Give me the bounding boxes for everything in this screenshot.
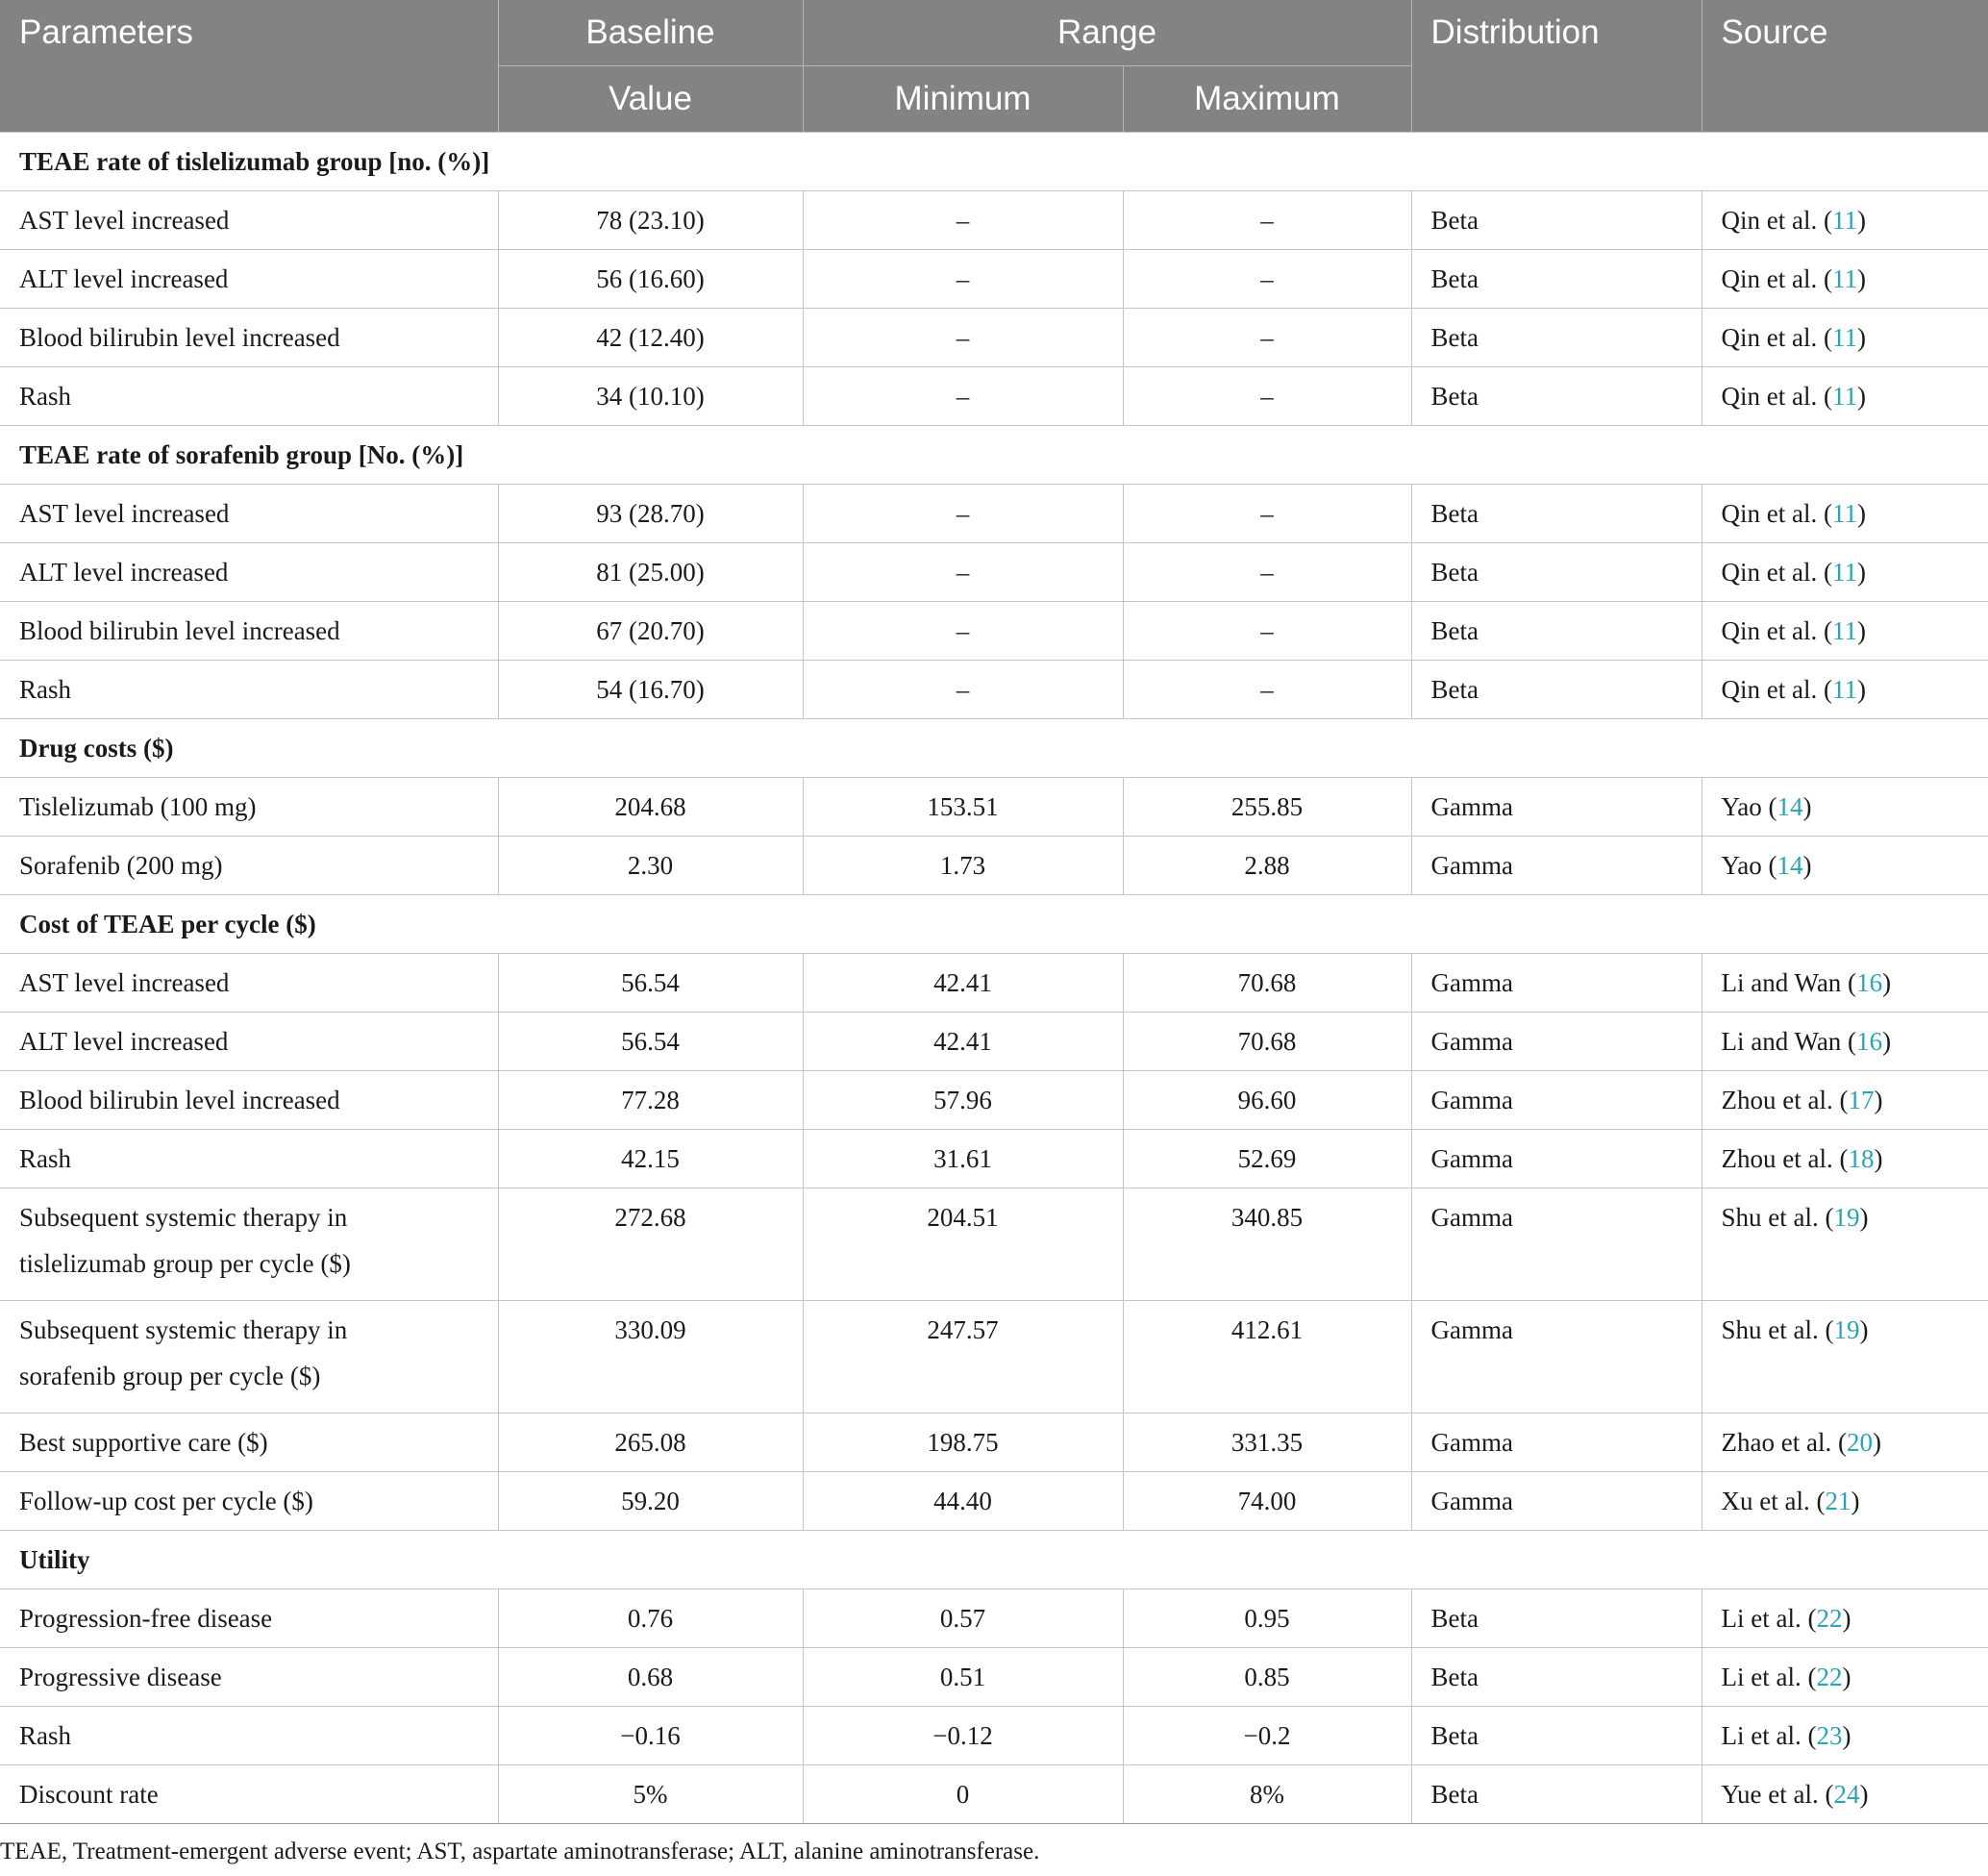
source-cell — [1702, 543, 1988, 602]
table-body — [0, 133, 1988, 1824]
max-cell: 412.61 — [1123, 1301, 1411, 1413]
max-cell: – — [1123, 250, 1411, 309]
value-cell: 93 (28.70) — [498, 485, 803, 543]
source-cell — [1702, 1301, 1988, 1413]
param-cell: Rash — [0, 1130, 498, 1188]
source-close-paren: ) — [1859, 1780, 1869, 1809]
source-close-paren: ) — [1874, 1144, 1883, 1173]
table-row — [0, 191, 1988, 250]
max-cell: – — [1123, 602, 1411, 661]
reference-link[interactable]: 19 — [1833, 1315, 1860, 1344]
source-author: Qin et al. ( — [1721, 382, 1832, 411]
table-row — [0, 1130, 1988, 1188]
param-cell: Tislelizumab (100 mg) — [0, 778, 498, 837]
value-cell: 81 (25.00) — [498, 543, 803, 602]
source-close-paren: ) — [1802, 851, 1812, 880]
min-cell: 0 — [803, 1765, 1123, 1824]
distribution-cell: Beta — [1411, 485, 1702, 543]
max-cell: – — [1123, 367, 1411, 426]
param-cell: Progression-free disease — [0, 1589, 498, 1648]
param-cell: AST level increased — [0, 485, 498, 543]
value-cell: 59.20 — [498, 1472, 803, 1531]
min-cell: – — [803, 485, 1123, 543]
min-cell: 153.51 — [803, 778, 1123, 837]
source-close-paren: ) — [1882, 968, 1892, 997]
table-footnote: TEAE, Treatment-emergent adverse event; AST, aspartate aminotransferase; ALT, alanine aminotransferase. — [0, 1838, 1040, 1864]
source-author: Li and Wan ( — [1721, 968, 1857, 997]
max-cell: 0.85 — [1123, 1648, 1411, 1707]
table-row — [0, 1589, 1988, 1648]
source-cell — [1702, 1013, 1988, 1071]
header-parameters: Parameters — [0, 0, 498, 133]
min-cell: 0.57 — [803, 1589, 1123, 1648]
section-label: TEAE rate of sorafenib group [No. (%)] — [0, 426, 1988, 485]
value-cell: 78 (23.10) — [498, 191, 803, 250]
distribution-cell: Beta — [1411, 191, 1702, 250]
max-cell: 8% — [1123, 1765, 1411, 1824]
param-cell: ALT level increased — [0, 250, 498, 309]
param-cell: Sorafenib (200 mg) — [0, 837, 498, 895]
source-close-paren: ) — [1851, 1487, 1860, 1515]
max-cell: 70.68 — [1123, 1013, 1411, 1071]
table-row — [0, 309, 1988, 367]
source-author: Zhou et al. ( — [1721, 1144, 1849, 1173]
source-author: Shu et al. ( — [1721, 1315, 1834, 1344]
param-cell: Blood bilirubin level increased — [0, 309, 498, 367]
max-cell: – — [1123, 543, 1411, 602]
source-author: Xu et al. ( — [1721, 1487, 1826, 1515]
table-row — [0, 954, 1988, 1013]
source-author: Qin et al. ( — [1721, 499, 1832, 528]
source-close-paren: ) — [1872, 1428, 1881, 1457]
source-cell — [1702, 837, 1988, 895]
param-line-1: Subsequent systemic therapy in — [19, 1315, 348, 1344]
table-row — [0, 1765, 1988, 1824]
min-cell: 31.61 — [803, 1130, 1123, 1188]
source-cell — [1702, 367, 1988, 426]
value-cell: 42 (12.40) — [498, 309, 803, 367]
param-cell: Rash — [0, 661, 498, 719]
max-cell: – — [1123, 485, 1411, 543]
min-cell: – — [803, 602, 1123, 661]
header-maximum: Maximum — [1123, 66, 1411, 133]
source-close-paren: ) — [1856, 206, 1866, 235]
param-cell: Blood bilirubin level increased — [0, 602, 498, 661]
table-header — [0, 0, 1988, 133]
value-cell: 54 (16.70) — [498, 661, 803, 719]
reference-link[interactable]: 11 — [1831, 499, 1857, 528]
reference-link[interactable]: 16 — [1856, 968, 1883, 997]
header-source: Source — [1702, 0, 1988, 133]
table-row — [0, 1413, 1988, 1472]
value-cell: 272.68 — [498, 1188, 803, 1301]
source-close-paren: ) — [1874, 1086, 1883, 1114]
reference-link[interactable]: 22 — [1816, 1604, 1843, 1633]
distribution-cell: Gamma — [1411, 1013, 1702, 1071]
param-line-2: tislelizumab group per cycle ($) — [19, 1249, 351, 1278]
reference-link[interactable]: 11 — [1831, 616, 1857, 645]
reference-link[interactable]: 17 — [1848, 1086, 1875, 1114]
distribution-cell: Beta — [1411, 367, 1702, 426]
reference-link[interactable]: 11 — [1831, 264, 1857, 293]
source-author: Yue et al. ( — [1721, 1780, 1834, 1809]
source-cell — [1702, 602, 1988, 661]
param-cell: Progressive disease — [0, 1648, 498, 1707]
source-close-paren: ) — [1856, 382, 1866, 411]
param-cell: ALT level increased — [0, 1013, 498, 1071]
param-line-1: Subsequent systemic therapy in — [19, 1203, 348, 1232]
reference-link[interactable]: 14 — [1777, 851, 1803, 880]
max-cell: – — [1123, 309, 1411, 367]
param-cell: Blood bilirubin level increased — [0, 1071, 498, 1130]
source-cell — [1702, 1589, 1988, 1648]
param-cell: Rash — [0, 1707, 498, 1765]
max-cell: −0.2 — [1123, 1707, 1411, 1765]
max-cell: 70.68 — [1123, 954, 1411, 1013]
param-cell: ALT level increased — [0, 543, 498, 602]
source-cell — [1702, 778, 1988, 837]
distribution-cell: Beta — [1411, 543, 1702, 602]
min-cell: 1.73 — [803, 837, 1123, 895]
section-row — [0, 133, 1988, 191]
source-author: Qin et al. ( — [1721, 558, 1832, 587]
min-cell: 204.51 — [803, 1188, 1123, 1301]
table-row — [0, 837, 1988, 895]
param-cell: AST level increased — [0, 954, 498, 1013]
max-cell: 0.95 — [1123, 1589, 1411, 1648]
source-author: Qin et al. ( — [1721, 206, 1832, 235]
min-cell: – — [803, 543, 1123, 602]
section-label: Utility — [0, 1531, 1988, 1589]
source-close-paren: ) — [1842, 1721, 1851, 1750]
table-row — [0, 1071, 1988, 1130]
value-cell: 204.68 — [498, 778, 803, 837]
value-cell: 56.54 — [498, 954, 803, 1013]
reference-link[interactable]: 14 — [1777, 792, 1803, 821]
reference-link[interactable]: 24 — [1833, 1780, 1860, 1809]
source-close-paren: ) — [1856, 558, 1866, 587]
max-cell: 255.85 — [1123, 778, 1411, 837]
reference-link[interactable]: 11 — [1831, 323, 1857, 352]
table-row — [0, 1648, 1988, 1707]
distribution-cell: Gamma — [1411, 1413, 1702, 1472]
table-row — [0, 1188, 1988, 1301]
min-cell: 42.41 — [803, 1013, 1123, 1071]
source-author: Yao ( — [1721, 792, 1777, 821]
source-author: Zhao et al. ( — [1721, 1428, 1847, 1457]
source-close-paren: ) — [1856, 616, 1866, 645]
min-cell: 44.40 — [803, 1472, 1123, 1531]
reference-link[interactable]: 18 — [1848, 1144, 1875, 1173]
source-cell — [1702, 1188, 1988, 1301]
reference-link[interactable]: 11 — [1831, 675, 1857, 704]
distribution-cell: Beta — [1411, 1707, 1702, 1765]
source-close-paren: ) — [1856, 264, 1866, 293]
source-cell — [1702, 191, 1988, 250]
reference-link[interactable]: 16 — [1856, 1027, 1883, 1056]
min-cell: – — [803, 309, 1123, 367]
source-cell — [1702, 1765, 1988, 1824]
param-cell — [0, 1301, 498, 1413]
section-label: Cost of TEAE per cycle ($) — [0, 895, 1988, 954]
header-range: Range — [803, 0, 1411, 66]
source-close-paren: ) — [1859, 1203, 1869, 1232]
source-cell — [1702, 1648, 1988, 1707]
value-cell: 42.15 — [498, 1130, 803, 1188]
source-author: Li et al. ( — [1721, 1604, 1817, 1633]
distribution-cell: Gamma — [1411, 1130, 1702, 1188]
param-cell: Rash — [0, 367, 498, 426]
param-cell: AST level increased — [0, 191, 498, 250]
table-row — [0, 1707, 1988, 1765]
section-row — [0, 719, 1988, 778]
section-label: Drug costs ($) — [0, 719, 1988, 778]
reference-link[interactable]: 21 — [1825, 1487, 1851, 1515]
table-row — [0, 778, 1988, 837]
section-row — [0, 1531, 1988, 1589]
source-cell — [1702, 250, 1988, 309]
header-baseline: Baseline — [498, 0, 803, 66]
source-cell — [1702, 1130, 1988, 1188]
source-author: Qin et al. ( — [1721, 323, 1832, 352]
max-cell: – — [1123, 661, 1411, 719]
distribution-cell: Beta — [1411, 602, 1702, 661]
reference-link[interactable]: 11 — [1831, 558, 1857, 587]
distribution-cell: Beta — [1411, 1648, 1702, 1707]
source-author: Li and Wan ( — [1721, 1027, 1857, 1056]
source-cell — [1702, 485, 1988, 543]
reference-link[interactable]: 11 — [1831, 206, 1857, 235]
min-cell: – — [803, 367, 1123, 426]
table-row — [0, 543, 1988, 602]
source-author: Qin et al. ( — [1721, 264, 1832, 293]
source-cell — [1702, 1472, 1988, 1531]
source-author: Qin et al. ( — [1721, 675, 1832, 704]
param-cell: Discount rate — [0, 1765, 498, 1824]
source-author: Li et al. ( — [1721, 1663, 1817, 1691]
min-cell: −0.12 — [803, 1707, 1123, 1765]
max-cell: 2.88 — [1123, 837, 1411, 895]
value-cell: 265.08 — [498, 1413, 803, 1472]
table-row — [0, 367, 1988, 426]
reference-link[interactable]: 22 — [1816, 1663, 1843, 1691]
min-cell: 57.96 — [803, 1071, 1123, 1130]
distribution-cell: Gamma — [1411, 1301, 1702, 1413]
reference-link[interactable]: 20 — [1846, 1428, 1873, 1457]
max-cell: 340.85 — [1123, 1188, 1411, 1301]
header-value: Value — [498, 66, 803, 133]
source-close-paren: ) — [1802, 792, 1812, 821]
distribution-cell: Gamma — [1411, 1472, 1702, 1531]
distribution-cell: Beta — [1411, 1765, 1702, 1824]
header-distribution: Distribution — [1411, 0, 1702, 133]
value-cell: 67 (20.70) — [498, 602, 803, 661]
distribution-cell: Gamma — [1411, 778, 1702, 837]
max-cell: 331.35 — [1123, 1413, 1411, 1472]
min-cell: 198.75 — [803, 1413, 1123, 1472]
distribution-cell: Gamma — [1411, 1071, 1702, 1130]
source-close-paren: ) — [1882, 1027, 1892, 1056]
value-cell: 56.54 — [498, 1013, 803, 1071]
value-cell: 2.30 — [498, 837, 803, 895]
section-row — [0, 895, 1988, 954]
min-cell: 247.57 — [803, 1301, 1123, 1413]
value-cell: 0.68 — [498, 1648, 803, 1707]
param-cell — [0, 1188, 498, 1301]
distribution-cell: Gamma — [1411, 837, 1702, 895]
value-cell: 5% — [498, 1765, 803, 1824]
source-author: Shu et al. ( — [1721, 1203, 1834, 1232]
table-row — [0, 602, 1988, 661]
source-close-paren: ) — [1842, 1604, 1851, 1633]
table-row — [0, 250, 1988, 309]
param-line-2: sorafenib group per cycle ($) — [19, 1362, 321, 1390]
min-cell: 0.51 — [803, 1648, 1123, 1707]
table-row — [0, 1013, 1988, 1071]
source-cell — [1702, 661, 1988, 719]
source-close-paren: ) — [1842, 1663, 1851, 1691]
max-cell: 96.60 — [1123, 1071, 1411, 1130]
max-cell: – — [1123, 191, 1411, 250]
source-close-paren: ) — [1856, 323, 1866, 352]
value-cell: 56 (16.60) — [498, 250, 803, 309]
source-cell — [1702, 954, 1988, 1013]
source-author: Li et al. ( — [1721, 1721, 1817, 1750]
distribution-cell: Beta — [1411, 661, 1702, 719]
table-row — [0, 1472, 1988, 1531]
min-cell: – — [803, 191, 1123, 250]
source-author: Yao ( — [1721, 851, 1777, 880]
source-close-paren: ) — [1856, 499, 1866, 528]
source-author: Zhou et al. ( — [1721, 1086, 1849, 1114]
source-cell — [1702, 309, 1988, 367]
reference-link[interactable]: 11 — [1831, 382, 1857, 411]
min-cell: 42.41 — [803, 954, 1123, 1013]
value-cell: 0.76 — [498, 1589, 803, 1648]
table-row — [0, 661, 1988, 719]
source-close-paren: ) — [1856, 675, 1866, 704]
reference-link[interactable]: 19 — [1833, 1203, 1860, 1232]
distribution-cell: Beta — [1411, 250, 1702, 309]
distribution-cell: Gamma — [1411, 1188, 1702, 1301]
param-cell: Follow-up cost per cycle ($) — [0, 1472, 498, 1531]
source-close-paren: ) — [1859, 1315, 1869, 1344]
value-cell: 330.09 — [498, 1301, 803, 1413]
section-row — [0, 426, 1988, 485]
distribution-cell: Beta — [1411, 1589, 1702, 1648]
table-row — [0, 485, 1988, 543]
reference-link[interactable]: 23 — [1816, 1721, 1843, 1750]
section-label: TEAE rate of tislelizumab group [no. (%)] — [0, 133, 1988, 191]
header-minimum: Minimum — [803, 66, 1123, 133]
distribution-cell: Gamma — [1411, 954, 1702, 1013]
param-cell: Best supportive care ($) — [0, 1413, 498, 1472]
max-cell: 52.69 — [1123, 1130, 1411, 1188]
distribution-cell: Beta — [1411, 309, 1702, 367]
max-cell: 74.00 — [1123, 1472, 1411, 1531]
source-author: Qin et al. ( — [1721, 616, 1832, 645]
value-cell: −0.16 — [498, 1707, 803, 1765]
source-cell — [1702, 1413, 1988, 1472]
value-cell: 34 (10.10) — [498, 367, 803, 426]
min-cell: – — [803, 661, 1123, 719]
table-row — [0, 1301, 1988, 1413]
source-cell — [1702, 1071, 1988, 1130]
value-cell: 77.28 — [498, 1071, 803, 1130]
source-cell — [1702, 1707, 1988, 1765]
min-cell: – — [803, 250, 1123, 309]
